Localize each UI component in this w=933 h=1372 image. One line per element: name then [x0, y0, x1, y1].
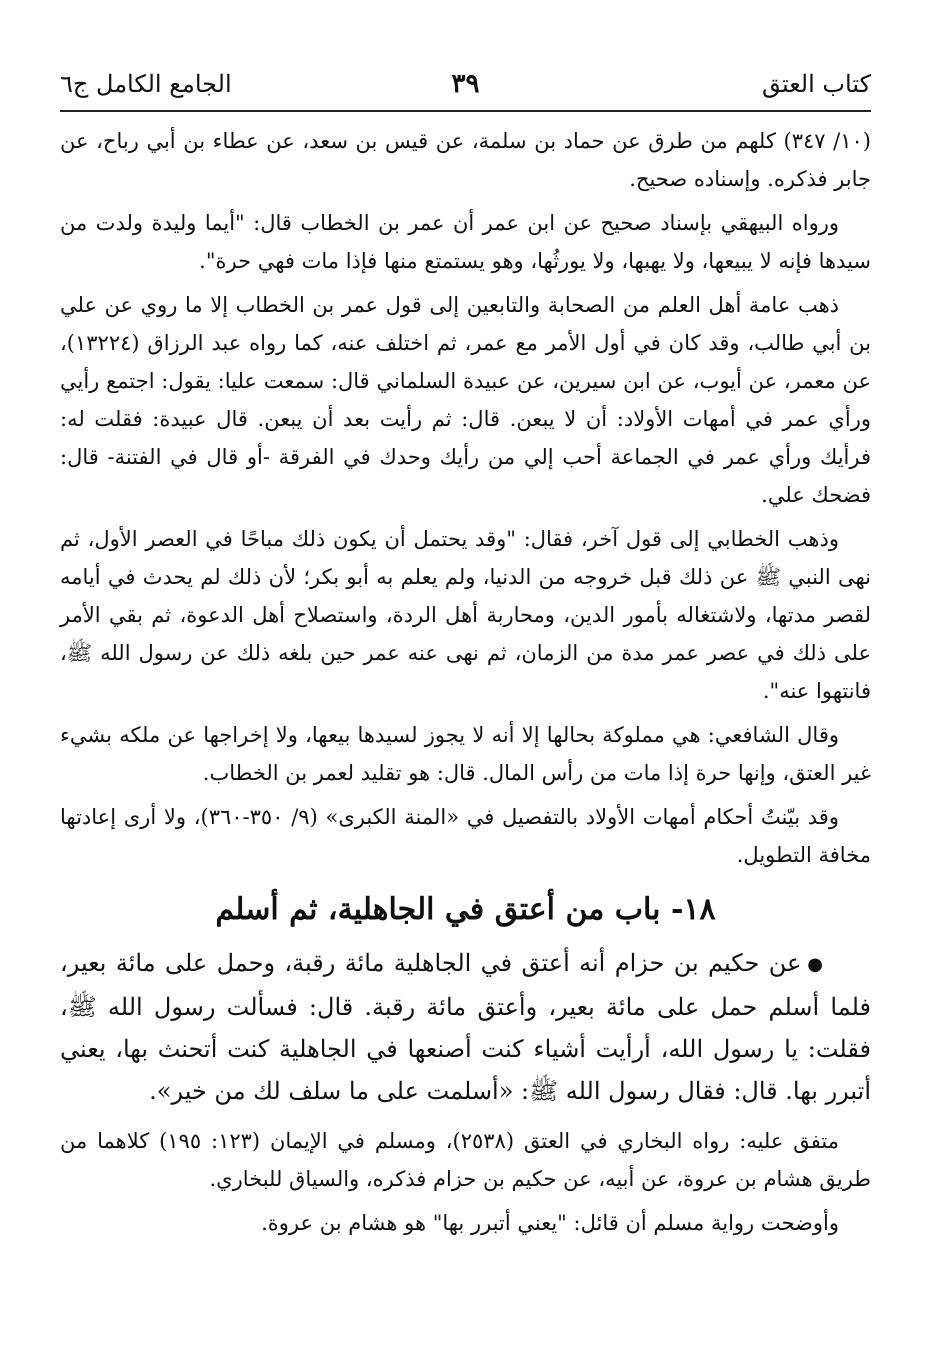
- hadith-body: عن حكيم بن حزام أنه أعتق في الجاهلية مائة رقبة، وحمل على مائة بعير، فلما أسلم حمل على مائة بعير، وأعتق مائة رقبة. قال: فسألت رسول الله ﷺ، فقلت: يا رسول الله، أرأيت أشياء كنت أصنعها في الجاهلية كنت أتحنث بها، يعني أتبرر بها. قال: فقال رسول الله ﷺ: «أسلمت على ما سلف لك من خير».: [60, 949, 871, 1105]
- page-number: ٣٩: [451, 69, 480, 99]
- section-heading: ١٨- باب من أعتق في الجاهلية، ثم أسلم: [215, 892, 716, 927]
- bullet-icon: ●: [807, 953, 823, 975]
- header-rule: [60, 110, 871, 112]
- chapter-title: كتاب العتق: [761, 70, 871, 98]
- volume-title: الجامع الكامل ج٦: [60, 70, 232, 98]
- running-header: [60, 62, 871, 106]
- takhrij-paragraph: متفق عليه: رواه البخاري في العتق (٢٥٣٨)، ومسلم في الإيمان (١٢٣: ١٩٥) كلاهما من طريق هشام بن عروة، عن أبيه، عن حكيم بن حزام فذكره، والسياق للبخاري.: [60, 1128, 871, 1191]
- paragraph-shafii: وقال الشافعي: هي مملوكة بحالها إلا أنه لا يجوز لسيدها بيعها، ولا إخراجها عن ملكه بشيء غير العتق، وإنها حرة إذا مات من رأس المال. قال: هو تقليد لعمر بن الخطاب.: [60, 723, 871, 785]
- page-body: [60, 122, 871, 1248]
- paragraph-reference: وقد بيّنتُ أحكام أمهات الأولاد بالتفصيل في «المنة الكبرى» (٩/ ٣٥٠-٣٦٠)، ولا أرى إعادتها مخافة التطويل.: [60, 805, 871, 867]
- paragraph-continuation: (١٠/ ٣٤٧) كلهم من طرق عن حماد بن سلمة، عن قيس بن سعد، عن عطاء بن أبي رباح، عن جابر فذكره. وإسناده صحيح.: [60, 129, 871, 191]
- hadith-text: [60, 942, 871, 1112]
- takhrij-note: وأوضحت رواية مسلم أن قائل: "يعني أتبرر بها" هو هشام بن عروة.: [261, 1210, 839, 1235]
- paragraph-bayhaqi: ورواه البيهقي بإسناد صحيح عن ابن عمر أن عمر بن الخطاب قال: "أيما وليدة ولدت من سيدها فإنه لا يبيعها، ولا يهبها، ولا يورثُها، وهو يستمتع منها فإذا مات فهي حرة".: [60, 211, 871, 273]
- paragraph-khattabi: وذهب الخطابي إلى قول آخر، فقال: "وقد يحتمل أن يكون ذلك مباحًا في العصر الأول، ثم نهى النبي ﷺ عن ذلك قبل خروجه من الدنيا، ولم يعلم به أبو بكر؛ لأن ذلك لم يحدث في أيامه لقصر مدتها، ولاشتغاله بأمور الدين، ومحاربة أهل الردة، واستصلاح أهل الدعوة، ثم بقي الأمر على ذلك في عصر عمر مدة من الزمان، ثم نهى عنه عمر حين بلغه ذلك عن رسول الله ﷺ، فانتهوا عنه".: [60, 527, 871, 703]
- paragraph-scholars: ذهب عامة أهل العلم من الصحابة والتابعين إلى قول عمر بن الخطاب إلا ما روي عن علي بن أبي طالب، وقد كان في أول الأمر مع عمر، ثم اختلف عنه، كما رواه عبد الرزاق (١٣٢٢٤)، عن معمر، عن أيوب، عن ابن سيرين، عن عبيدة السلماني قال: سمعت عليا: يقول: اجتمع رأيي ورأي عمر في أمهات الأولاد: أن لا يبعن. قال: ثم رأيت بعد أن يبعن. قال عبيدة: فقلت له: فرأيك ورأي عمر في الجماعة أحب إلي من رأيك وحدك في الفرقة -أو قال في الفتنة- قال: فضحك علي.: [60, 293, 871, 507]
